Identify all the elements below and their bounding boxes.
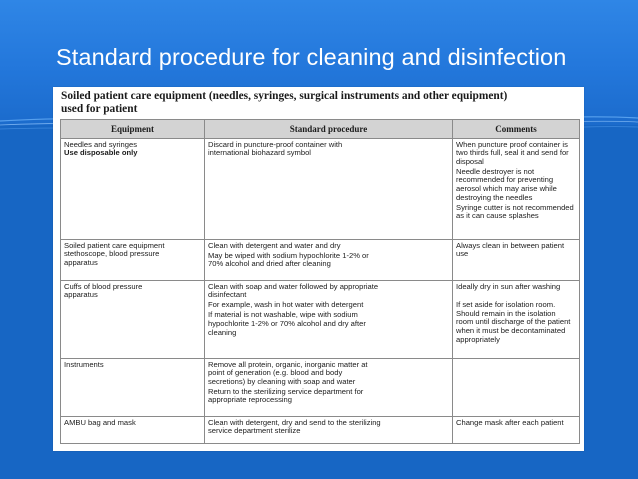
cell-line: use xyxy=(456,249,469,259)
cell-line: aerosol which may arise while xyxy=(456,184,557,194)
cell-line: Needles and syringes xyxy=(64,139,138,149)
cell-line: Remove all protein, organic, inorganic matter at xyxy=(208,359,368,369)
cell-line: AMBU bag and mask xyxy=(64,417,136,427)
comments-cell xyxy=(453,280,580,358)
procedure-cell xyxy=(205,239,453,280)
document-heading xyxy=(61,90,579,115)
cell-line: disinfectant xyxy=(208,290,247,300)
procedure-cell xyxy=(205,358,453,416)
cell-line: When puncture proof container is xyxy=(456,139,568,149)
cell-line: destroying the needles xyxy=(456,192,533,202)
cell-line: May be wiped with sodium hypochlorite 1-2% or xyxy=(208,250,369,260)
cell-line: Always clean in between patient xyxy=(456,240,565,250)
equipment-cell xyxy=(61,280,205,358)
column-header-comments: Comments xyxy=(453,120,580,139)
table-row xyxy=(61,358,580,416)
table-header-row xyxy=(61,120,580,139)
cell-line: international biohazard symbol xyxy=(208,148,311,158)
cell-line: stethoscope, blood pressure xyxy=(64,249,160,259)
cell-line: Syringe cutter is not recommended xyxy=(456,202,574,212)
equipment-cell xyxy=(61,358,205,416)
cell-line: Clean with detergent and water and dry xyxy=(208,240,341,250)
column-header-equipment: Equipment xyxy=(61,120,205,139)
procedure-cell xyxy=(205,416,453,443)
cell-line: hypochlorite 1-2% or 70% alcohol and dry after xyxy=(208,318,366,328)
equipment-cell xyxy=(61,138,205,239)
cell-line: Cuffs of blood pressure xyxy=(64,281,143,291)
cell-line: Soiled patient care equipment xyxy=(64,240,165,250)
cell-line: disposal xyxy=(456,156,484,166)
cell-line: For example, wash in hot water with detergent xyxy=(208,300,364,310)
cell-line: secretions) by cleaning with soap and water xyxy=(208,376,356,386)
cell-line: Use disposable only xyxy=(64,148,138,158)
cell-line: Clean with soap and water followed by appropriate xyxy=(208,281,379,291)
procedure-cell xyxy=(205,138,453,239)
cell-line: point of generation (e.g. blood and body xyxy=(208,368,343,378)
table-row xyxy=(61,239,580,280)
cell-line: appropriate reprocessing xyxy=(208,395,293,405)
slide-title: Standard procedure for cleaning and disinfection xyxy=(56,44,567,70)
cell-line: Return to the sterilizing service department for xyxy=(208,386,364,396)
cell-line: Discard in puncture-proof container with xyxy=(208,139,343,149)
cell-line: apparatus xyxy=(64,257,98,267)
cell-line: when it must be decontaminated xyxy=(456,325,566,335)
heading-line: Soiled patient care equipment (needles, syringes, surgical instruments and other equipment) xyxy=(61,90,508,102)
procedure-table xyxy=(60,119,580,444)
cell-line: appropriately xyxy=(456,334,500,344)
cell-line: If material is not washable, wipe with sodium xyxy=(208,310,358,320)
cell-line: Should remain in the isolation xyxy=(456,308,556,318)
cell-line: service department sterilize xyxy=(208,426,301,436)
cell-line: Ideally dry in sun after washing xyxy=(456,281,561,291)
cell-line: as it can cause splashes xyxy=(456,211,539,221)
document-image xyxy=(53,87,584,451)
equipment-cell xyxy=(61,239,205,280)
comments-cell xyxy=(453,239,580,280)
cell-line: apparatus xyxy=(64,290,98,300)
cell-line: cleaning xyxy=(208,327,237,337)
cell-line: two thirds full, seal it and send for xyxy=(456,148,569,158)
table-row xyxy=(61,280,580,358)
procedure-cell xyxy=(205,280,453,358)
cell-line: room until discharge of the patient xyxy=(456,317,571,327)
equipment-cell xyxy=(61,416,205,443)
column-header-procedure: Standard procedure xyxy=(205,120,453,139)
cell-line: Change mask after each patient xyxy=(456,417,564,427)
comments-cell xyxy=(453,358,580,416)
cell-line: recommended for preventing xyxy=(456,175,554,185)
cell-line: If set aside for isolation room. xyxy=(456,300,556,310)
cell-line: Clean with detergent, dry and send to the sterilizing xyxy=(208,417,381,427)
cell-line: 70% alcohol and dried after cleaning xyxy=(208,259,331,269)
heading-line: used for patient xyxy=(61,102,138,115)
cell-line: Needle destroyer is not xyxy=(456,166,535,176)
comments-cell xyxy=(453,416,580,443)
table-row xyxy=(61,416,580,443)
table-row xyxy=(61,138,580,239)
cell-line: Instruments xyxy=(64,359,104,369)
comments-cell xyxy=(453,138,580,239)
